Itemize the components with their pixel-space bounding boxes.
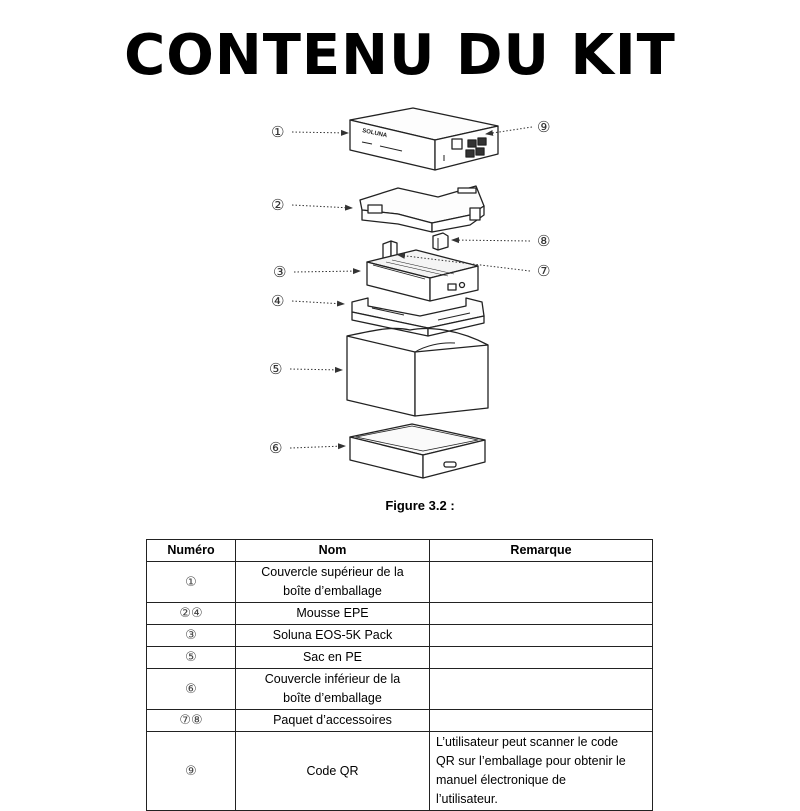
- remark-line: QR sur l’emballage pour obtenir le: [436, 754, 626, 768]
- row-remark: [430, 603, 653, 625]
- table-header-row: [147, 540, 653, 562]
- remark-line: l’utilisateur.: [436, 792, 498, 806]
- table-row: [147, 710, 653, 732]
- row-name: Code QR: [236, 732, 430, 811]
- callout-7: ⑦: [537, 262, 551, 280]
- row-number: ⑤: [147, 647, 236, 669]
- callout-8: ⑧: [537, 232, 551, 250]
- remark-line: L’utilisateur peut scanner le code: [436, 735, 619, 749]
- row-number: ③: [147, 625, 236, 647]
- row-number: ②④: [147, 603, 236, 625]
- row-name: [236, 669, 430, 710]
- row-remark: [430, 710, 653, 732]
- table-row: [147, 669, 653, 710]
- table-row: [147, 562, 653, 603]
- parts-table: [146, 539, 653, 811]
- bottom-tray-part: [350, 424, 485, 478]
- row-name: Sac en PE: [236, 647, 430, 669]
- table-row: [147, 625, 653, 647]
- row-number: ⑥: [147, 669, 236, 710]
- callout-3: ③: [273, 263, 287, 281]
- callout-9: ⑨: [537, 118, 551, 136]
- callout-4: ④: [271, 292, 285, 310]
- row-name: Mousse EPE: [236, 603, 430, 625]
- remark-line: manuel électronique de: [436, 773, 566, 787]
- row-name-line: boîte d’emballage: [283, 691, 382, 705]
- row-name-line: Couvercle inférieur de la: [264, 672, 401, 686]
- row-number: ⑦⑧: [147, 710, 236, 732]
- callout-1: ①: [271, 123, 285, 141]
- table-row: [147, 647, 653, 669]
- header-number: Numéro: [147, 540, 236, 562]
- callout-2: ②: [271, 196, 285, 214]
- page-title: CONTENU DU KIT: [124, 23, 676, 88]
- row-remark: [430, 669, 653, 710]
- row-name: Soluna EOS-5K Pack: [236, 625, 430, 647]
- row-name: [236, 562, 430, 603]
- row-name: Paquet d’accessoires: [236, 710, 430, 732]
- top-foam-part: [360, 186, 484, 232]
- device-brand-label: SOLUNA: [361, 128, 388, 140]
- callout-5: ⑤: [269, 360, 283, 378]
- figure-caption: Figure 3.2 :: [385, 498, 455, 513]
- row-number: ⑨: [147, 732, 236, 811]
- row-remark: [430, 625, 653, 647]
- pe-bag-part: [347, 328, 488, 416]
- row-remark: [430, 647, 653, 669]
- row-number: ①: [147, 562, 236, 603]
- callout-6: ⑥: [269, 439, 283, 457]
- row-remark: [430, 562, 653, 603]
- row-name-line: boîte d’emballage: [283, 584, 382, 598]
- top-lid-part: [350, 108, 498, 170]
- table-row: [147, 732, 653, 811]
- row-name-line: Couvercle supérieur de la: [261, 565, 404, 579]
- header-name: Nom: [236, 540, 430, 562]
- row-remark: [430, 732, 653, 811]
- battery-pack-part: [367, 250, 478, 301]
- header-remark: Remarque: [430, 540, 653, 562]
- table-row: [147, 603, 653, 625]
